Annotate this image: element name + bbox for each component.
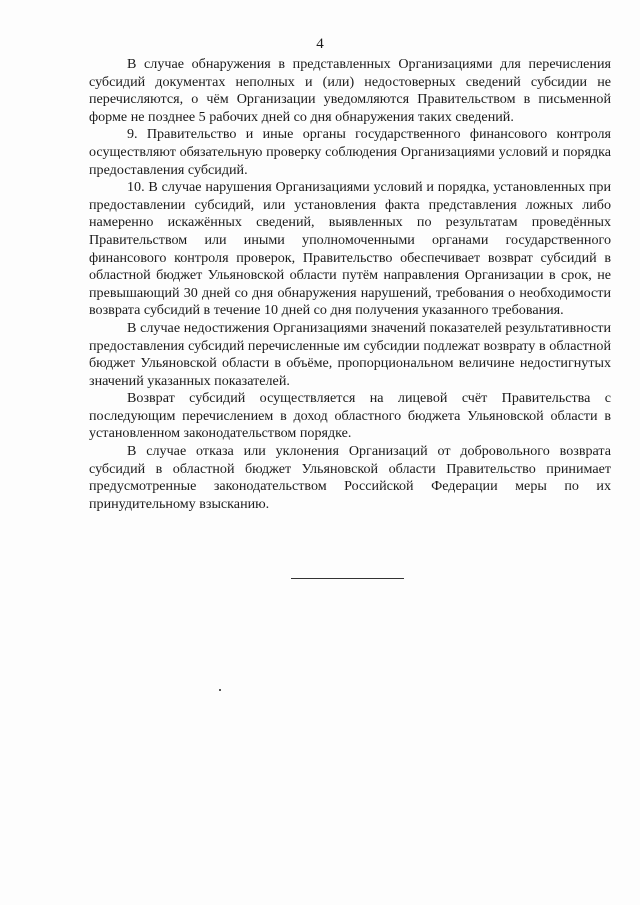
document-body bbox=[89, 56, 611, 513]
paragraph-refund-account: Возврат субсидий осуществляется на лицевой счёт Правительства с последующим перечислением в доход областного бюджета Ульяновской области в установленном законодательством порядке. bbox=[89, 390, 611, 442]
paragraph-enforced-recovery: В случае отказа или уклонения Организаций от добровольного возврата субсидий в областной бюджет Ульяновской области Правительство принимает предусмотренные законодательством Российской Федерации меры по их принудительному взысканию. bbox=[89, 443, 611, 512]
paragraph-indicator-refund: В случае недостижения Организациями значений показателей результативности предоставления субсидий перечисленные им субсидии подлежат возврату в областной бюджет Ульяновской области в объёме, пропорциональном величине недостигнутых значений указанных показателей. bbox=[89, 319, 611, 389]
page-number: 4 bbox=[316, 36, 324, 52]
paragraph-nondisbursement: В случае обнаружения в представленных Организациями для перечисления субсидий документах неполных и (или) недостоверных сведений субсидии не перечисляются, о чём Организации уведомляются Правительством в письменной форме не позднее 5 рабочих дней со дня обнаружения таких сведений. bbox=[89, 56, 611, 125]
scan-speck bbox=[219, 689, 221, 691]
paragraph-10-violation-refund: 10. В случае нарушения Организациями условий и порядка, установленных при предоставлении субсидий, или установления факта представления ложных либо намеренно искажённых сведений, выявленных по результатам проведённых Правительством или иными уполномоченными органами государственного финансового контроля проверок, Правительство обеспечивает возврат субсидий в областной бюджет Ульяновской области путём направления Организации в срок, не превышающий 30 дней со дня обнаружения нарушений, требования о необходимости возврата субсидий в течение 10 дней со дня получения указанного требования. bbox=[89, 179, 611, 319]
paragraph-9-inspection: 9. Правительство и иные органы государственного финансового контроля осуществляют обязательную проверку соблюдения Организациями условий и порядка предоставления субсидий. bbox=[89, 126, 611, 178]
end-separator-line bbox=[291, 578, 404, 579]
